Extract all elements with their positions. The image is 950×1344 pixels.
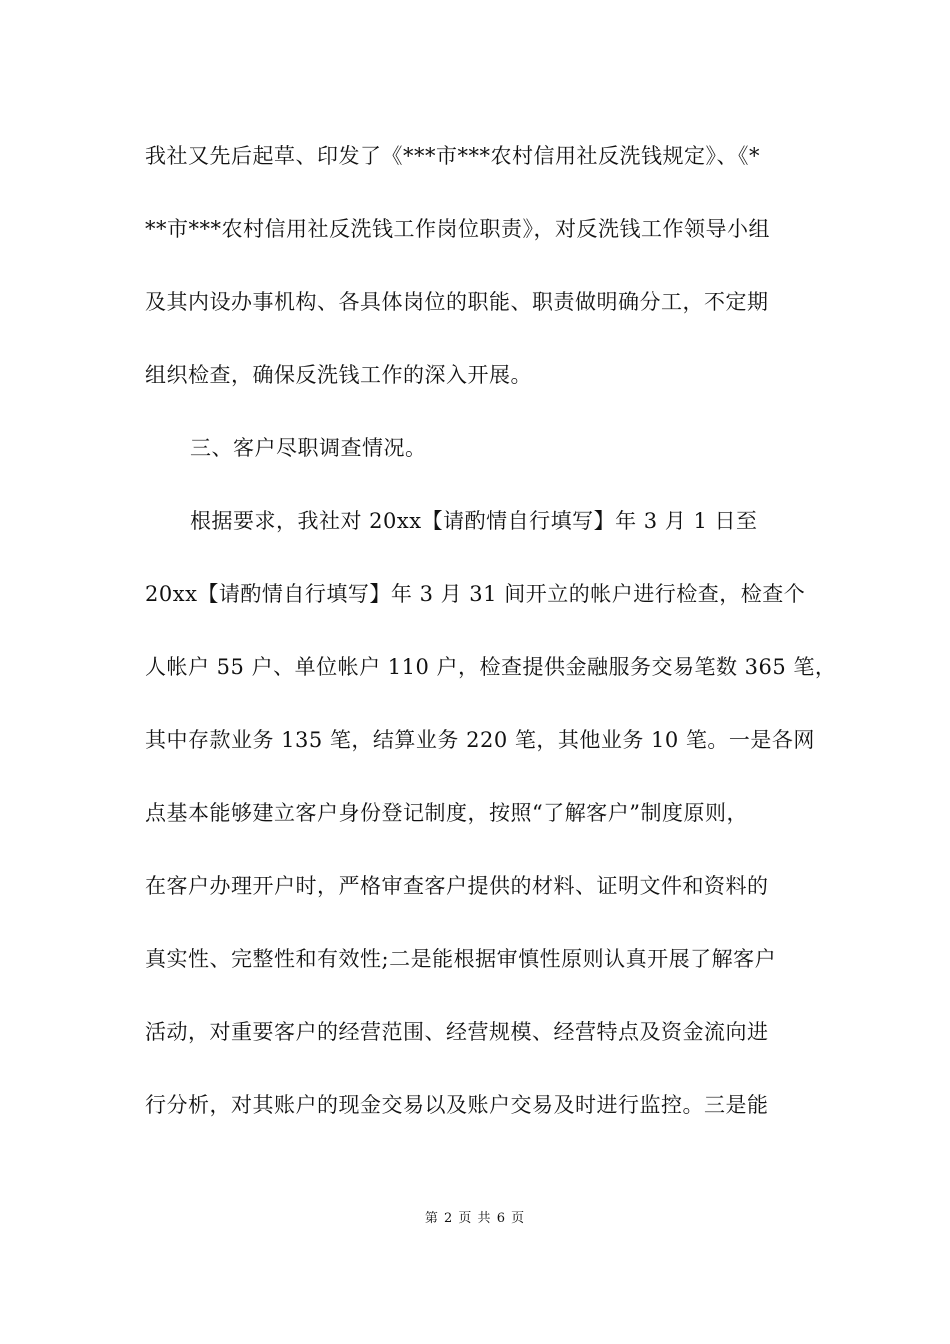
text-line-2: **市***农村信用社反洗钱工作岗位职责》，对反洗钱工作领导小组: [145, 217, 770, 241]
text-line-3: 及其内设办事机构、各具体岗位的职能、职责做明确分工，不定期: [145, 290, 769, 314]
text-line-12: 真实性、完整性和有效性;二是能根据审慎性原则认真开展了解客户: [145, 947, 777, 971]
text-line-9: 其中存款业务 135 笔，结算业务 220 笔，其他业务 10 笔。一是各网: [145, 728, 815, 752]
text-line-8: 人帐户 55 户、单位帐户 110 户，检查提供金融服务交易笔数 365 笔，: [145, 655, 837, 679]
page-number-footer: 第 2 页 共 6 页: [424, 1211, 526, 1226]
text-line-10: 点基本能够建立客户身份登记制度，按照“了解客户”制度原则，: [145, 801, 748, 825]
section-heading: 三、客户尽职调查情况。: [190, 436, 427, 460]
text-line-4: 组织检查，确保反洗钱工作的深入开展。: [145, 363, 532, 387]
text-line-11: 在客户办理开户时，严格审查客户提供的材料、证明文件和资料的: [145, 874, 769, 898]
text-line-6: 根据要求，我社对 20xx【请酌情自行填写】年 3 月 1 日至: [190, 509, 758, 533]
text-line-7: 20xx【请酌情自行填写】年 3 月 31 间开立的帐户进行检查，检查个: [145, 582, 806, 606]
text-line-1: 我社又先后起草、印发了《***市***农村信用社反洗钱规定》、《*: [145, 144, 760, 168]
text-line-14: 行分析，对其账户的现金交易以及账户交易及时进行监控。三是能: [145, 1093, 769, 1117]
text-line-13: 活动，对重要客户的经营范围、经营规模、经营特点及资金流向进: [145, 1020, 769, 1044]
